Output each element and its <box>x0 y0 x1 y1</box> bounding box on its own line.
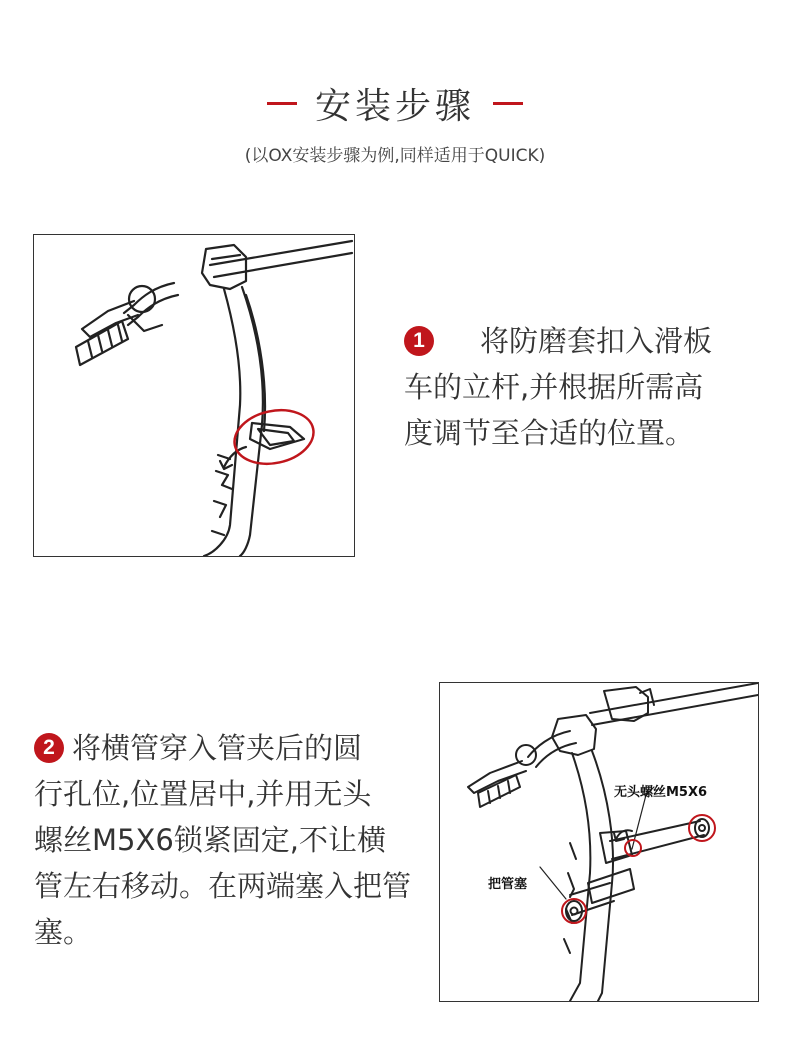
figure-step-1 <box>33 234 355 557</box>
step-1-text <box>404 318 754 456</box>
step-1-line-3: 度调节至合适的位置。 <box>404 416 695 450</box>
step-2-line-5: 塞。 <box>34 915 93 949</box>
step-2-text <box>34 725 424 955</box>
step-2-line-2: 行孔位,位置居中,并用无头 <box>34 777 372 811</box>
scooter-stem-guard-icon <box>34 235 354 556</box>
step-number-badge: 2 <box>34 733 64 763</box>
callout-screw: 无头螺丝M5X6 <box>614 785 708 800</box>
title-text: 安装步骤 <box>314 85 475 127</box>
figure-step-2 <box>439 682 759 1002</box>
title-dash-left <box>267 102 297 105</box>
step-1-line-1: 1 将防磨套扣入滑板 <box>404 318 754 364</box>
step-number-badge: 1 <box>404 326 434 356</box>
callout-plug: 把管塞 <box>488 877 528 892</box>
scooter-crossbar-icon <box>440 683 758 1001</box>
title-dash-right <box>493 102 523 105</box>
page-title <box>0 78 790 128</box>
step-1-line-2: 车的立杆,并根据所需高 <box>404 370 704 404</box>
step-2-line-4: 管左右移动。在两端塞入把管 <box>34 869 412 903</box>
step-2-line-1: 2 将横管穿入管夹后的圆 <box>34 725 424 771</box>
step-2-line-3: 螺丝M5X6锁紧固定,不让横 <box>34 823 387 857</box>
subtitle: (以OX安装步骤为例,同样适用于QUICK) <box>244 146 546 166</box>
